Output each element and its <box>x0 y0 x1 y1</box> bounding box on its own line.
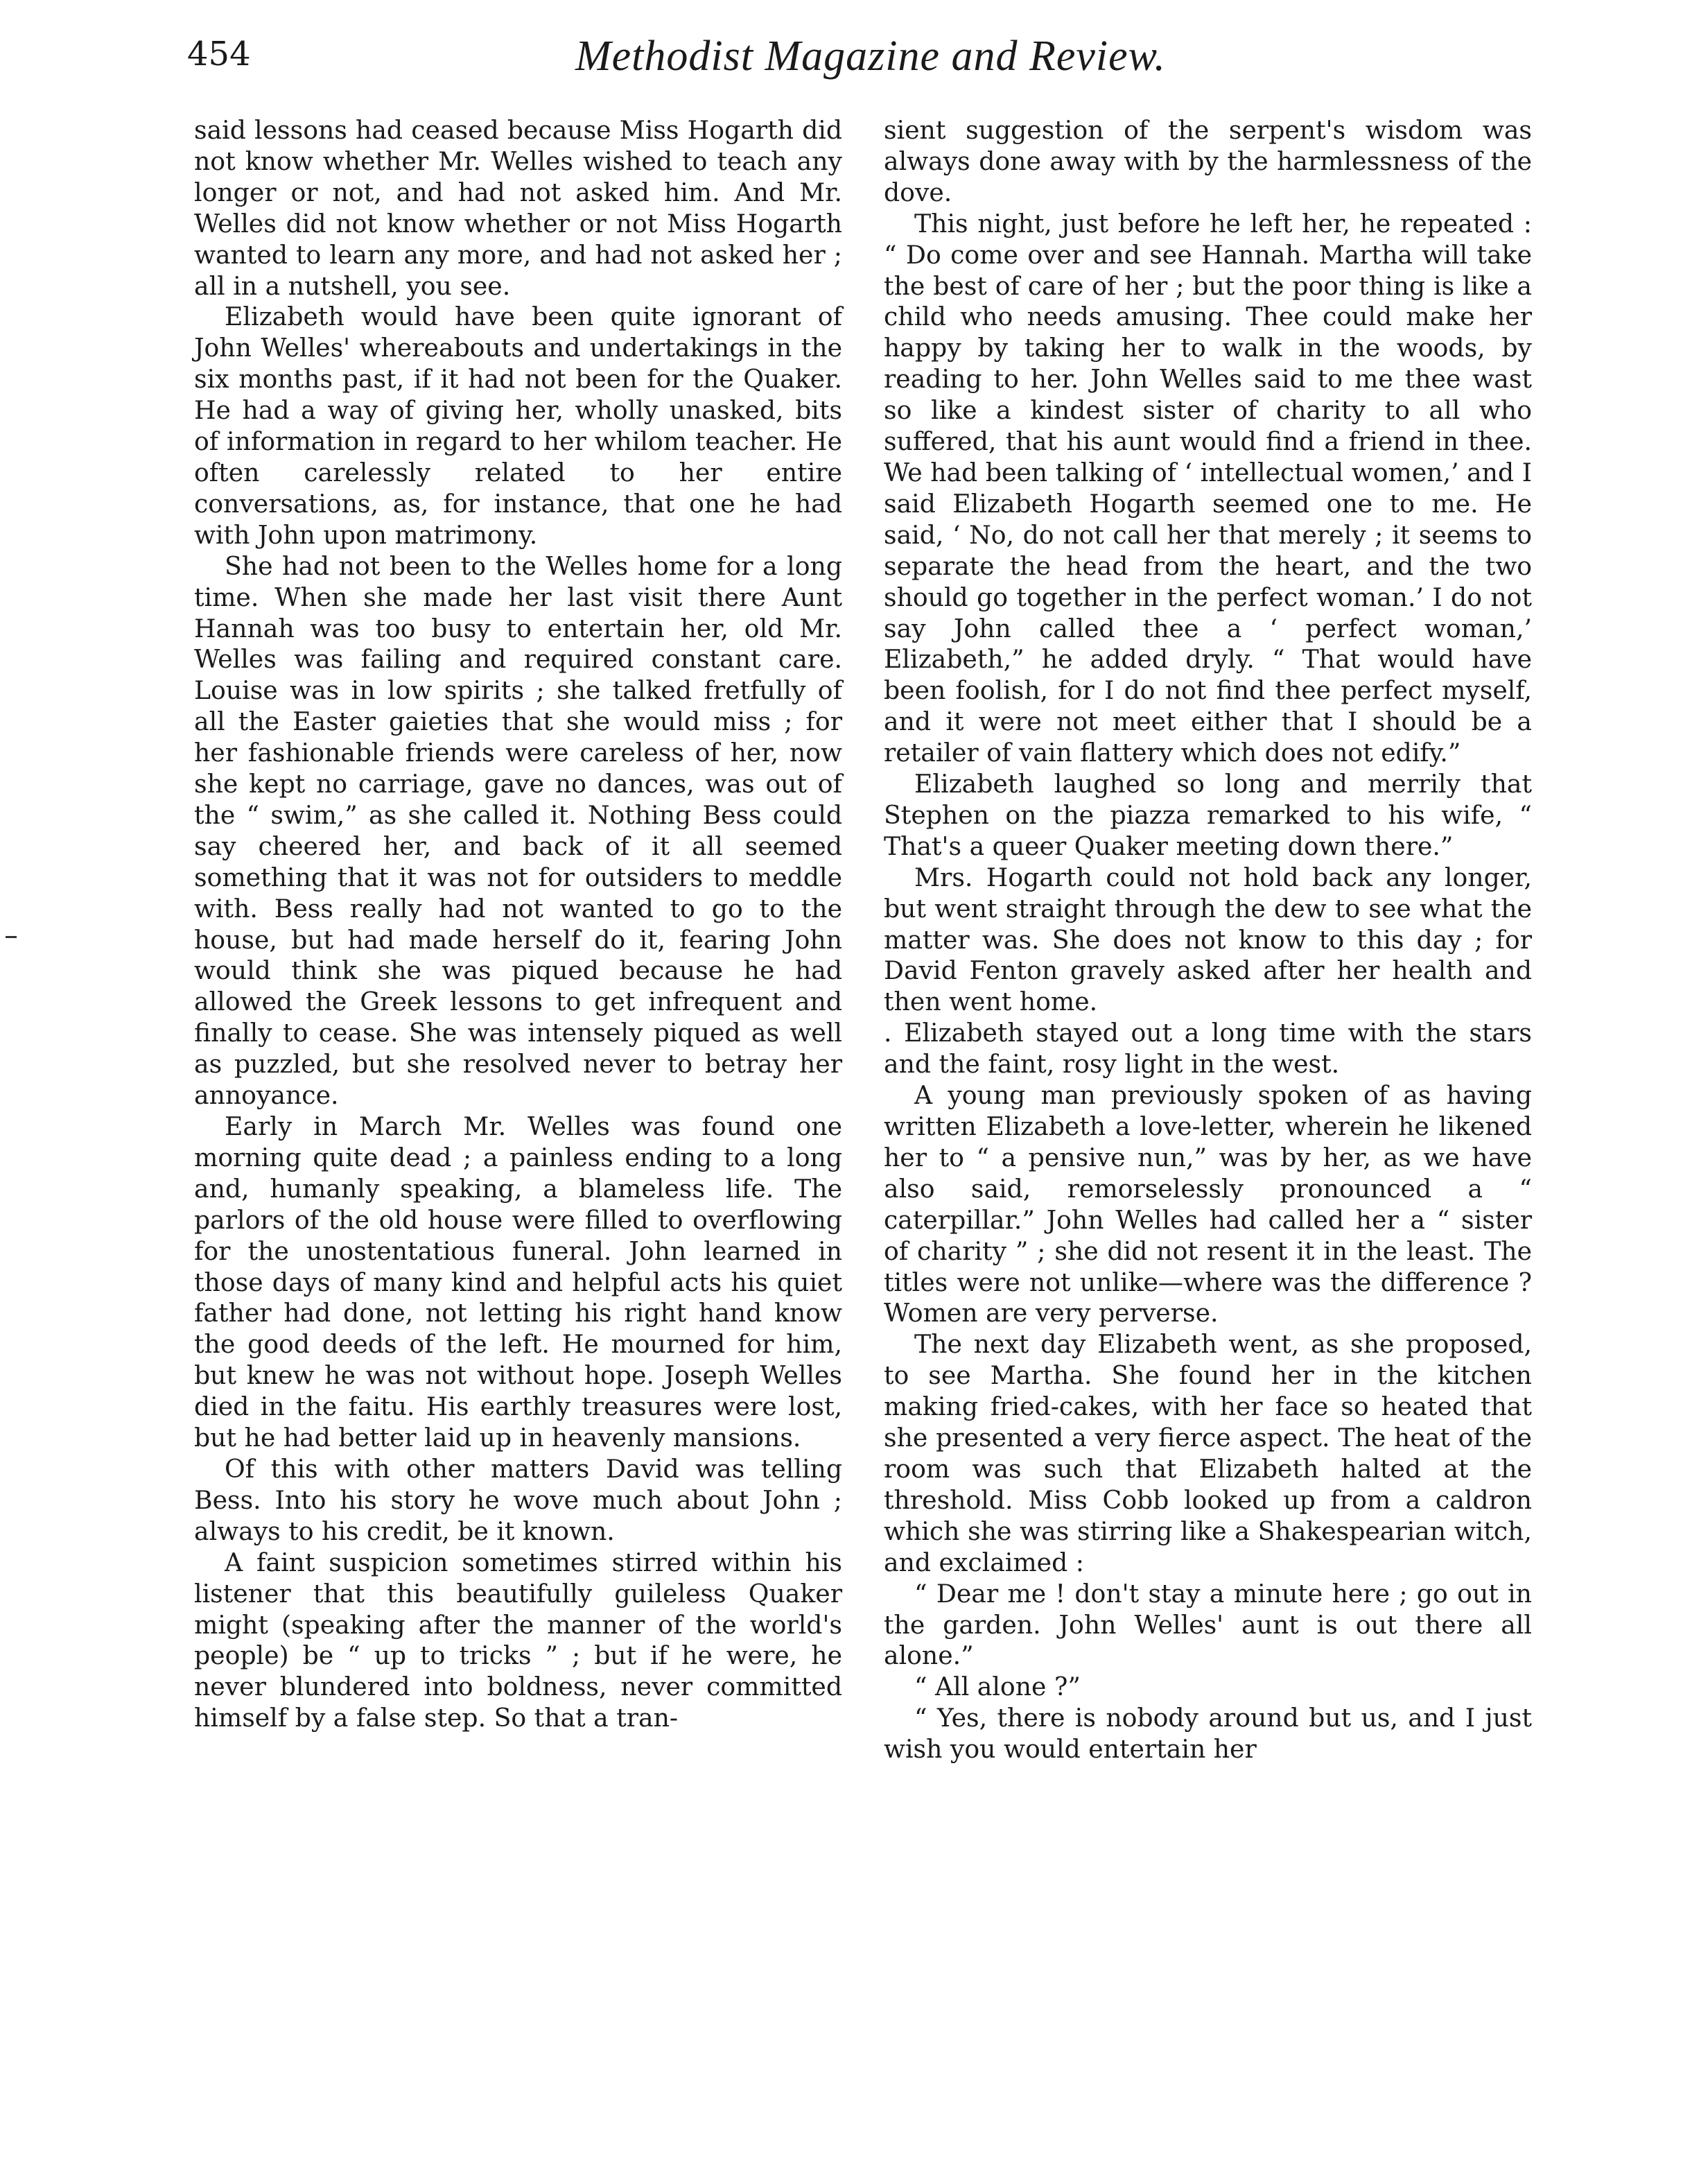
paragraph: “ All alone ?” <box>914 1672 1081 1702</box>
paragraph: “ Dear me ! don't stay a minute here ; go out in the garden. John Welles' aunt is out there all alone.” <box>884 1578 1532 1671</box>
paragraph: She had not been to the Welles home for a long time. When she made her last visit there Aunt Hannah was too busy to entertain her, old Mr. Welles was failing and required constant care. Louise was in low spirits ; she talked fretfully of all the Easter gaieties that she would miss ; for her fashionable friends were careless of her, now she kept no carriage, gave no dances, was out of the “ swim,” as she called it. Nothing Bess could say cheered her, and back of it all seemed something that it was not for outsiders to meddle with. Bess really had not wanted to go to the house, but had made herself do it, fearing John would think she was piqued because he had allowed the Greek lessons to get infrequent and finally to cease. She was intensely piqued as well as puzzled, but she resolved never to betray her annoyance. <box>194 551 842 1111</box>
page-header <box>187 25 1539 87</box>
paragraph: . Elizabeth stayed out a long time with the stars and the faint, rosy light in the west. <box>884 1018 1532 1080</box>
running-title: Methodist Magazine and Review. <box>575 33 1166 80</box>
paragraph: Elizabeth laughed so long and merrily that Stephen on the piazza remarked to his wife, “ That's a queer Quaker meeting down there.” <box>884 769 1532 861</box>
paragraph: A young man previously spoken of as having written Elizabeth a love-letter, wherein he likened her to “ a pensive nun,” was by her, as we have also said, remorselessly pronounced a “ caterpillar.” John Welles had called her a “ sister of charity ” ; she did not resent it in the least. The titles were not unlike—where was the difference ? Women are very perverse. <box>884 1080 1532 1328</box>
paragraph: Early in March Mr. Welles was found one morning quite dead ; a painless ending to a long and, humanly speaking, a blameless life. The parlors of the old house were filled to overflowing for the unostentatious funeral. John learned in those days of many kind and helpful acts his quiet father had done, not letting his right hand know the good deeds of the left. He mourned for him, but knew he was not without hope. Joseph Welles died in the faitu. His earthly treasures were lost, but he had better laid up in heavenly mansions. <box>194 1111 842 1453</box>
paragraph: Of this with other matters David was telling Bess. Into his story he wove much about John ; always to his credit, be it known. <box>194 1453 842 1546</box>
paragraph: sient suggestion of the serpent's wisdom was always done away with by the harmlessness of the dove. <box>884 115 1532 207</box>
paragraph: said lessons had ceased because Miss Hogarth did not know whether Mr. Welles wished to teach any longer or not, and had not asked him. And Mr. Welles did not know whether or not Miss Hogarth wanted to learn any more, and had not asked her ; all in a nutshell, you see. <box>194 115 842 301</box>
left-column <box>194 115 842 1734</box>
paragraph: Mrs. Hogarth could not hold back any longer, but went straight through the dew to see what the matter was. She does not know to this day ; for David Fenton gravely asked after her health and then went home. <box>884 862 1532 1017</box>
paragraph: This night, just before he left her, he repeated : “ Do come over and see Hannah. Martha will take the best of care of her ; but the poor thing is like a child who needs amusing. Thee could make her happy by taking her to walk in the woods, by reading to her. John Welles said to me thee wast so like a kindest sister of charity to all who suffered, that his aunt would find a friend in thee. We had been talking of ‘ intellectual women,’ and I said Elizabeth Hogarth seemed one to me. He said, ‘ No, do not call her that merely ; it seems to separate the head from the heart, and the two should go together in the perfect woman.’ I do not say John called thee a ‘ perfect woman,’ Elizabeth,” he added dryly. “ That would have been foolish, for I do not find thee perfect myself, and it were not meet either that I should be a retailer of vain flattery which does not edify.” <box>884 208 1532 768</box>
paragraph: A faint suspicion sometimes stirred within his listener that this beautifully guileless Quaker might (speaking after the manner of the world's people) be “ up to tricks ” ; but if he were, he never blundered into boldness, never committed himself by a false step. So that a tran- <box>194 1547 842 1733</box>
margin-mark <box>6 936 17 938</box>
page-number: 454 <box>187 35 251 73</box>
paragraph: “ Yes, there is nobody around but us, and I just wish you would entertain her <box>884 1703 1532 1765</box>
paragraph: Elizabeth would have been quite ignorant of John Welles' whereabouts and undertakings in the six months past, if it had not been for the Quaker. He had a way of giving her, wholly unasked, bits of information in regard to her whilom teacher. He often carelessly related to her entire conversations, as, for instance, that one he had with John upon matrimony. <box>194 302 842 550</box>
paragraph: The next day Elizabeth went, as she proposed, to see Martha. She found her in the kitchen making fried-cakes, with her face so heated that she presented a very fierce aspect. The heat of the room was such that Elizabeth halted at the threshold. Miss Cobb looked up from a caldron which she was stirring like a Shakespearian witch, and exclaimed : <box>884 1329 1532 1577</box>
right-column <box>884 115 1532 1765</box>
